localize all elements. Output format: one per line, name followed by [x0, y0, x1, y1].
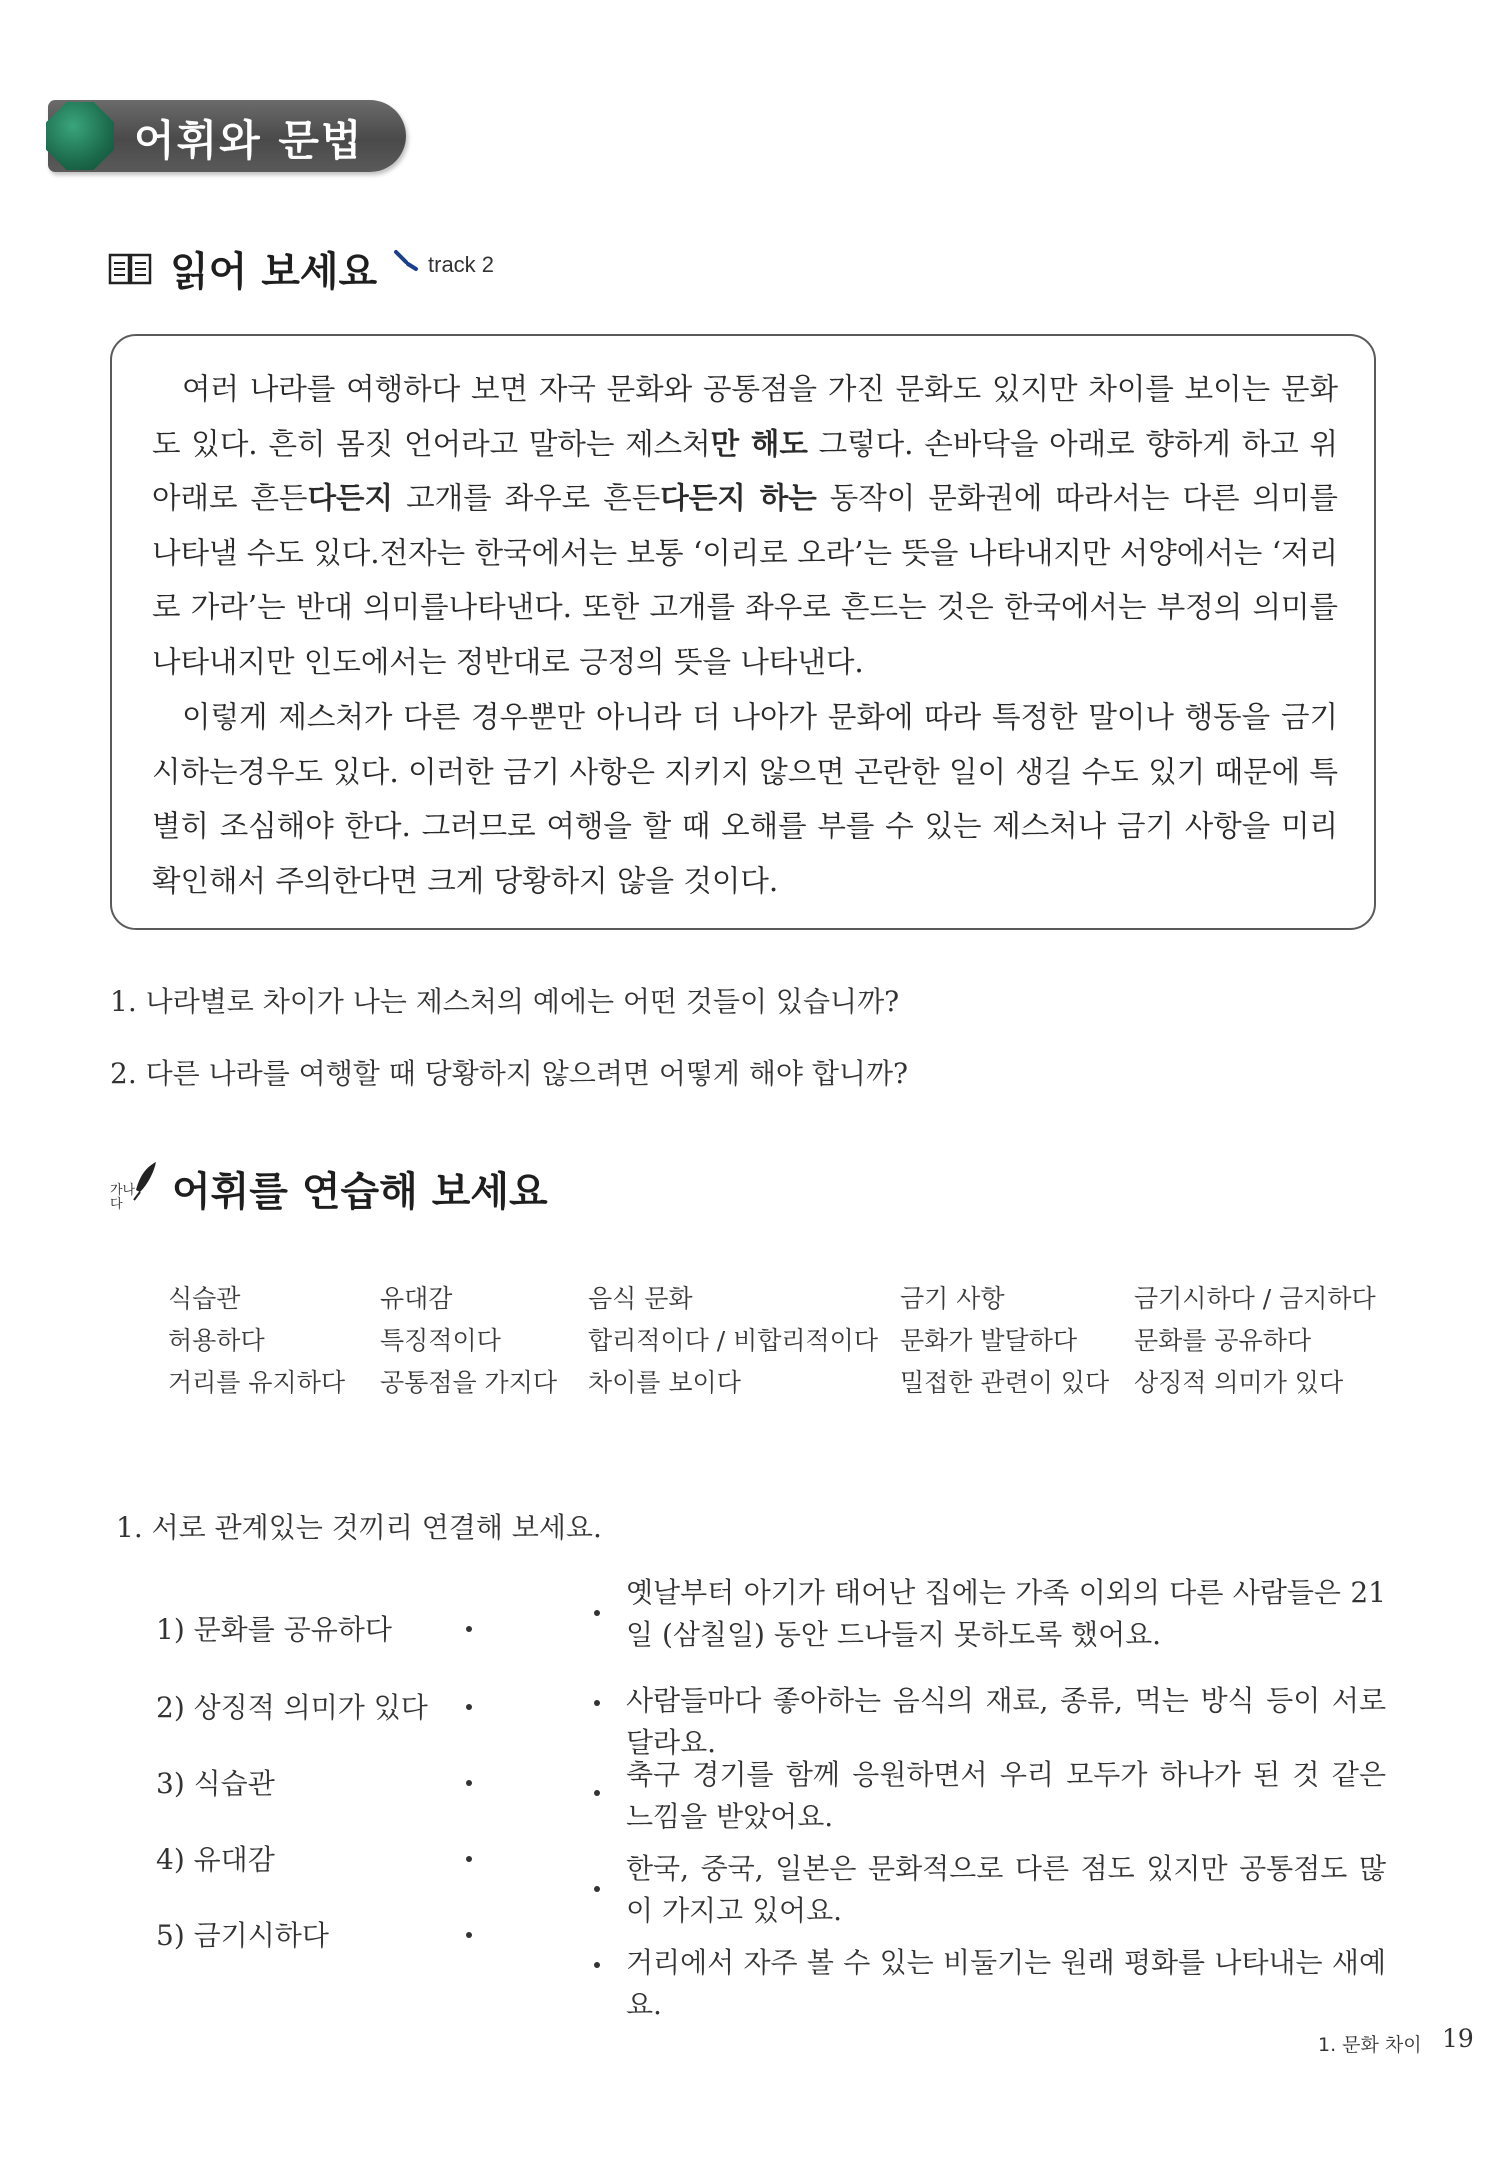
match-right-dot[interactable] [594, 1962, 600, 1968]
page-number: 19 [1442, 2024, 1474, 2053]
vocab-word: 특징적이다 [380, 1326, 501, 1355]
match-right-item: 사람들마다 좋아하는 음식의 재료, 종류, 먹는 방식 등이 서로 달라요. [626, 1684, 1386, 1759]
match-right-dot[interactable] [594, 1790, 600, 1796]
match-left-dot[interactable] [466, 1704, 472, 1710]
match-right-item: 축구 경기를 함께 응원하면서 우리 모두가 하나가 된 것 같은 느낌을 받았어요. [626, 1758, 1386, 1833]
question-2: 2. 다른 나라를 여행할 때 당황하지 않으려면 어떻게 해야 합니까? [110, 1057, 909, 1090]
vocab-section-title: 어휘를 연습해 보세요 [172, 1169, 548, 1215]
vocab-word: 거리를 유지하다 [168, 1368, 345, 1397]
exercise-title: 1. 서로 관계있는 것끼리 연결해 보세요. [116, 1511, 602, 1544]
vocab-word: 차이를 보이다 [588, 1368, 741, 1397]
vocab-icon-text: 가나다 [110, 1183, 136, 1212]
vocab-word: 음식 문화 [588, 1284, 693, 1313]
vocab-column [1134, 1278, 1376, 1404]
audio-track-icon [392, 248, 422, 272]
vocab-word: 유대감 [380, 1284, 453, 1313]
read-section-title: 읽어 보세요 [170, 249, 378, 295]
match-left-item: 4) 유대감 [156, 1843, 275, 1876]
vocab-column [900, 1278, 1109, 1404]
vocab-word: 식습관 [168, 1284, 241, 1313]
match-right-item: 한국, 중국, 일본은 문화적으로 다른 점도 있지만 공통점도 많이 가지고 있어요. [626, 1852, 1386, 1927]
passage-paragraph-1: 여러 나라를 여행하다 보면 자국 문화와 공통점을 가진 문화도 있지만 차이를 보이는 문화도 있다. 흔히 몸짓 언어라고 말하는 제스처만 해도 그렇다. 손바닥을 아래로 향하게 하고 위아래로 흔든다든지 고개를 좌우로 흔든다든지 하는 동작이 문화권에 따라서는 다른 의미를 나타낼 수도 있다.전자는 한국에서는 보통 ‘이리로 오라’는 뜻을 나타내지만 서양에서는 ‘저리로 가라’는 반대 의미를나타낸다. 또한 고개를 좌우로 흔드는 것은 한국에서는 부정의 의미를 나타내지만 인도에서는 정반대로 긍정의 뜻을 나타낸다. [152, 372, 1339, 679]
vocab-word: 밀접한 관련이 있다 [900, 1368, 1110, 1397]
match-left-dot[interactable] [466, 1626, 472, 1632]
match-left-item: 2) 상징적 의미가 있다 [156, 1691, 428, 1724]
vocab-column [380, 1278, 557, 1404]
vocab-word: 공통점을 가지다 [380, 1368, 557, 1397]
match-right-dot[interactable] [594, 1700, 600, 1706]
vocab-word: 허용하다 [168, 1326, 265, 1355]
footer-chapter: 1. 문화 차이 [1318, 2034, 1422, 2056]
section-title: 어휘와 문법 [134, 116, 364, 165]
match-left-item: 5) 금기시하다 [156, 1919, 329, 1952]
match-right-dot[interactable] [594, 1886, 600, 1892]
question-1: 1. 나라별로 차이가 나는 제스처의 예에는 어떤 것들이 있습니까? [110, 985, 900, 1018]
vocab-word: 금기시하다 / 금지하다 [1134, 1284, 1376, 1313]
vocab-word: 문화를 공유하다 [1134, 1326, 1311, 1355]
book-icon [108, 252, 152, 286]
match-right-dot[interactable] [594, 1610, 600, 1616]
match-left-item: 3) 식습관 [156, 1767, 275, 1800]
vocab-word: 상징적 의미가 있다 [1134, 1368, 1344, 1397]
vocab-word: 금기 사항 [900, 1284, 1005, 1313]
passage-paragraph-2: 이렇게 제스처가 다른 경우뿐만 아니라 더 나아가 문화에 따라 특정한 말이나 행동을 금기시하는경우도 있다. 이러한 금기 사항은 지키지 않으면 곤란한 일이 생길 수도 있기 때문에 특별히 조심해야 한다. 그러므로 여행을 할 때 오해를 부를 수 있는 제스처나 금기 사항을 미리 확인해서 주의한다면 크게 당황하지 않을 것이다. [152, 700, 1338, 898]
match-left-dot[interactable] [466, 1780, 472, 1786]
vocab-word: 합리적이다 / 비합리적이다 [588, 1326, 878, 1355]
vocab-word: 문화가 발달하다 [900, 1326, 1077, 1355]
match-left-item: 1) 문화를 공유하다 [156, 1613, 392, 1646]
match-left-dot[interactable] [466, 1856, 472, 1862]
match-right-item: 옛날부터 아기가 태어난 집에는 가족 이외의 다른 사람들은 21일 (삼칠일) 동안 드나들지 못하도록 했어요. [626, 1576, 1386, 1651]
match-left-dot[interactable] [466, 1932, 472, 1938]
vocab-column [168, 1278, 345, 1404]
track-label: track 2 [428, 252, 495, 277]
match-right-item: 거리에서 자주 볼 수 있는 비둘기는 원래 평화를 나타내는 새예요. [626, 1946, 1386, 2021]
pen-icon [110, 1160, 160, 1214]
vocab-column [588, 1278, 878, 1404]
